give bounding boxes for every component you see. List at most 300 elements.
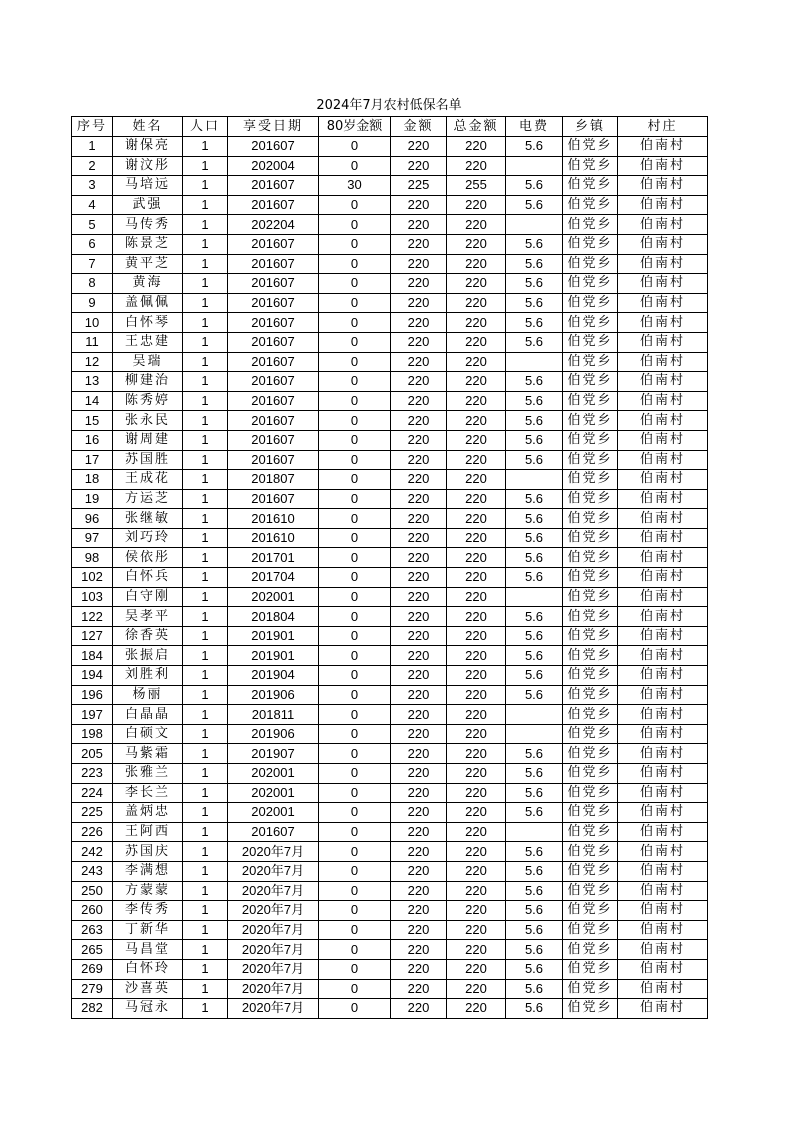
serial-cell: 184 <box>72 646 113 666</box>
amount-cell: 220 <box>391 587 447 607</box>
name-cell: 陈景芝 <box>113 234 183 254</box>
total-amount-cell: 220 <box>447 842 506 862</box>
table-row <box>72 881 708 901</box>
village-cell: 伯南村 <box>618 685 708 705</box>
total-amount-cell: 220 <box>447 705 506 725</box>
township-cell: 伯党乡 <box>563 587 618 607</box>
serial-cell: 205 <box>72 744 113 764</box>
household-size-cell: 1 <box>183 940 228 960</box>
name-cell: 李长兰 <box>113 783 183 803</box>
electricity-fee-cell: 5.6 <box>506 959 563 979</box>
household-size-cell: 1 <box>183 254 228 274</box>
amount-cell: 220 <box>391 724 447 744</box>
village-cell: 伯南村 <box>618 254 708 274</box>
start-date-cell: 201607 <box>228 411 319 431</box>
table-row <box>72 313 708 333</box>
start-date-cell: 201607 <box>228 352 319 372</box>
name-cell: 王成花 <box>113 470 183 490</box>
age80-amount-cell: 0 <box>319 920 391 940</box>
total-amount-cell: 220 <box>447 137 506 157</box>
village-cell: 伯南村 <box>618 450 708 470</box>
table-row <box>72 411 708 431</box>
name-cell: 丁新华 <box>113 920 183 940</box>
name-cell: 谢汶彤 <box>113 156 183 176</box>
total-amount-cell: 220 <box>447 881 506 901</box>
total-amount-cell: 220 <box>447 293 506 313</box>
age80-amount-cell: 0 <box>319 450 391 470</box>
column-header-household-size: 人口 <box>183 117 228 137</box>
amount-cell: 220 <box>391 411 447 431</box>
serial-cell: 97 <box>72 528 113 548</box>
age80-amount-cell: 0 <box>319 137 391 157</box>
electricity-fee-cell: 5.6 <box>506 313 563 333</box>
electricity-fee-cell <box>506 724 563 744</box>
township-cell: 伯党乡 <box>563 744 618 764</box>
serial-cell: 12 <box>72 352 113 372</box>
name-cell: 张振启 <box>113 646 183 666</box>
start-date-cell: 201607 <box>228 176 319 196</box>
household-size-cell: 1 <box>183 137 228 157</box>
township-cell: 伯党乡 <box>563 920 618 940</box>
age80-amount-cell: 0 <box>319 274 391 294</box>
serial-cell: 243 <box>72 861 113 881</box>
amount-cell: 220 <box>391 352 447 372</box>
table-row <box>72 685 708 705</box>
total-amount-cell: 220 <box>447 666 506 686</box>
table-row <box>72 783 708 803</box>
household-size-cell: 1 <box>183 548 228 568</box>
serial-cell: 226 <box>72 822 113 842</box>
age80-amount-cell: 0 <box>319 999 391 1019</box>
amount-cell: 220 <box>391 450 447 470</box>
serial-cell: 223 <box>72 764 113 784</box>
electricity-fee-cell: 5.6 <box>506 685 563 705</box>
age80-amount-cell: 0 <box>319 822 391 842</box>
township-cell: 伯党乡 <box>563 783 618 803</box>
electricity-fee-cell <box>506 215 563 235</box>
serial-cell: 11 <box>72 332 113 352</box>
village-cell: 伯南村 <box>618 607 708 627</box>
table-row <box>72 234 708 254</box>
start-date-cell: 201607 <box>228 195 319 215</box>
amount-cell: 220 <box>391 548 447 568</box>
serial-cell: 103 <box>72 587 113 607</box>
township-cell: 伯党乡 <box>563 509 618 529</box>
village-cell: 伯南村 <box>618 274 708 294</box>
township-cell: 伯党乡 <box>563 254 618 274</box>
age80-amount-cell: 0 <box>319 293 391 313</box>
start-date-cell: 201804 <box>228 607 319 627</box>
start-date-cell: 201811 <box>228 705 319 725</box>
table-row <box>72 842 708 862</box>
serial-cell: 127 <box>72 626 113 646</box>
name-cell: 谢保亮 <box>113 137 183 157</box>
age80-amount-cell: 0 <box>319 254 391 274</box>
age80-amount-cell: 0 <box>319 803 391 823</box>
electricity-fee-cell <box>506 156 563 176</box>
age80-amount-cell: 0 <box>319 470 391 490</box>
amount-cell: 220 <box>391 940 447 960</box>
village-cell: 伯南村 <box>618 548 708 568</box>
total-amount-cell: 255 <box>447 176 506 196</box>
age80-amount-cell: 0 <box>319 626 391 646</box>
serial-cell: 198 <box>72 724 113 744</box>
age80-amount-cell: 0 <box>319 411 391 431</box>
household-size-cell: 1 <box>183 411 228 431</box>
total-amount-cell: 220 <box>447 940 506 960</box>
total-amount-cell: 220 <box>447 959 506 979</box>
start-date-cell: 201607 <box>228 137 319 157</box>
electricity-fee-cell: 5.6 <box>506 489 563 509</box>
age80-amount-cell: 0 <box>319 215 391 235</box>
table-row <box>72 901 708 921</box>
amount-cell: 220 <box>391 313 447 333</box>
amount-cell: 220 <box>391 234 447 254</box>
amount-cell: 220 <box>391 861 447 881</box>
township-cell: 伯党乡 <box>563 959 618 979</box>
amount-cell: 220 <box>391 842 447 862</box>
age80-amount-cell: 0 <box>319 313 391 333</box>
amount-cell: 220 <box>391 979 447 999</box>
total-amount-cell: 220 <box>447 548 506 568</box>
age80-amount-cell: 0 <box>319 940 391 960</box>
amount-cell: 220 <box>391 744 447 764</box>
table-row <box>72 724 708 744</box>
column-header-start-date: 享受日期 <box>228 117 319 137</box>
serial-cell: 269 <box>72 959 113 979</box>
total-amount-cell: 220 <box>447 430 506 450</box>
age80-amount-cell: 0 <box>319 861 391 881</box>
start-date-cell: 201607 <box>228 372 319 392</box>
start-date-cell: 201607 <box>228 489 319 509</box>
township-cell: 伯党乡 <box>563 293 618 313</box>
total-amount-cell: 220 <box>447 803 506 823</box>
household-size-cell: 1 <box>183 626 228 646</box>
table-row <box>72 470 708 490</box>
township-cell: 伯党乡 <box>563 979 618 999</box>
table-row <box>72 568 708 588</box>
age80-amount-cell: 0 <box>319 724 391 744</box>
age80-amount-cell: 0 <box>319 744 391 764</box>
total-amount-cell: 220 <box>447 587 506 607</box>
amount-cell: 220 <box>391 509 447 529</box>
amount-cell: 220 <box>391 783 447 803</box>
age80-amount-cell: 30 <box>319 176 391 196</box>
electricity-fee-cell: 5.6 <box>506 372 563 392</box>
village-cell: 伯南村 <box>618 430 708 450</box>
village-cell: 伯南村 <box>618 979 708 999</box>
household-size-cell: 1 <box>183 274 228 294</box>
household-size-cell: 1 <box>183 822 228 842</box>
village-cell: 伯南村 <box>618 959 708 979</box>
start-date-cell: 201901 <box>228 626 319 646</box>
age80-amount-cell: 0 <box>319 352 391 372</box>
township-cell: 伯党乡 <box>563 372 618 392</box>
serial-cell: 6 <box>72 234 113 254</box>
township-cell: 伯党乡 <box>563 274 618 294</box>
township-cell: 伯党乡 <box>563 705 618 725</box>
electricity-fee-cell: 5.6 <box>506 568 563 588</box>
name-cell: 苏国庆 <box>113 842 183 862</box>
total-amount-cell: 220 <box>447 450 506 470</box>
village-cell: 伯南村 <box>618 842 708 862</box>
total-amount-cell: 220 <box>447 822 506 842</box>
household-size-cell: 1 <box>183 744 228 764</box>
column-header-age80-amount: 80岁金额 <box>319 117 391 137</box>
township-cell: 伯党乡 <box>563 940 618 960</box>
serial-cell: 282 <box>72 999 113 1019</box>
name-cell: 白硕文 <box>113 724 183 744</box>
township-cell: 伯党乡 <box>563 568 618 588</box>
name-cell: 吴孝平 <box>113 607 183 627</box>
start-date-cell: 2020年7月 <box>228 842 319 862</box>
name-cell: 王阿西 <box>113 822 183 842</box>
serial-cell: 2 <box>72 156 113 176</box>
village-cell: 伯南村 <box>618 646 708 666</box>
amount-cell: 220 <box>391 626 447 646</box>
start-date-cell: 201906 <box>228 724 319 744</box>
township-cell: 伯党乡 <box>563 411 618 431</box>
township-cell: 伯党乡 <box>563 999 618 1019</box>
table-row <box>72 940 708 960</box>
village-cell: 伯南村 <box>618 313 708 333</box>
township-cell: 伯党乡 <box>563 548 618 568</box>
age80-amount-cell: 0 <box>319 607 391 627</box>
household-size-cell: 1 <box>183 842 228 862</box>
amount-cell: 220 <box>391 254 447 274</box>
name-cell: 马传秀 <box>113 215 183 235</box>
serial-cell: 265 <box>72 940 113 960</box>
township-cell: 伯党乡 <box>563 901 618 921</box>
start-date-cell: 202001 <box>228 764 319 784</box>
table-row <box>72 489 708 509</box>
total-amount-cell: 220 <box>447 234 506 254</box>
household-size-cell: 1 <box>183 959 228 979</box>
name-cell: 白晶晶 <box>113 705 183 725</box>
serial-cell: 15 <box>72 411 113 431</box>
table-row <box>72 372 708 392</box>
table-row <box>72 607 708 627</box>
name-cell: 马培远 <box>113 176 183 196</box>
electricity-fee-cell: 5.6 <box>506 764 563 784</box>
start-date-cell: 201610 <box>228 509 319 529</box>
village-cell: 伯南村 <box>618 587 708 607</box>
household-size-cell: 1 <box>183 293 228 313</box>
household-size-cell: 1 <box>183 332 228 352</box>
table-body <box>72 137 708 1019</box>
table-row <box>72 764 708 784</box>
age80-amount-cell: 0 <box>319 568 391 588</box>
electricity-fee-cell: 5.6 <box>506 391 563 411</box>
table-row <box>72 528 708 548</box>
name-cell: 张继敏 <box>113 509 183 529</box>
start-date-cell: 202204 <box>228 215 319 235</box>
name-cell: 黄海 <box>113 274 183 294</box>
village-cell: 伯南村 <box>618 372 708 392</box>
age80-amount-cell: 0 <box>319 646 391 666</box>
electricity-fee-cell: 5.6 <box>506 548 563 568</box>
start-date-cell: 201704 <box>228 568 319 588</box>
age80-amount-cell: 0 <box>319 901 391 921</box>
table-row <box>72 332 708 352</box>
village-cell: 伯南村 <box>618 352 708 372</box>
total-amount-cell: 220 <box>447 372 506 392</box>
serial-cell: 10 <box>72 313 113 333</box>
serial-cell: 224 <box>72 783 113 803</box>
serial-cell: 14 <box>72 391 113 411</box>
serial-cell: 8 <box>72 274 113 294</box>
serial-cell: 3 <box>72 176 113 196</box>
start-date-cell: 201607 <box>228 332 319 352</box>
household-size-cell: 1 <box>183 470 228 490</box>
serial-cell: 225 <box>72 803 113 823</box>
township-cell: 伯党乡 <box>563 803 618 823</box>
township-cell: 伯党乡 <box>563 861 618 881</box>
household-size-cell: 1 <box>183 313 228 333</box>
amount-cell: 220 <box>391 137 447 157</box>
age80-amount-cell: 0 <box>319 842 391 862</box>
electricity-fee-cell: 5.6 <box>506 607 563 627</box>
table-row <box>72 215 708 235</box>
serial-cell: 250 <box>72 881 113 901</box>
household-size-cell: 1 <box>183 685 228 705</box>
age80-amount-cell: 0 <box>319 881 391 901</box>
village-cell: 伯南村 <box>618 528 708 548</box>
table-row <box>72 587 708 607</box>
table-row <box>72 626 708 646</box>
serial-cell: 98 <box>72 548 113 568</box>
total-amount-cell: 220 <box>447 489 506 509</box>
township-cell: 伯党乡 <box>563 764 618 784</box>
amount-cell: 225 <box>391 176 447 196</box>
name-cell: 苏国胜 <box>113 450 183 470</box>
age80-amount-cell: 0 <box>319 685 391 705</box>
serial-cell: 9 <box>72 293 113 313</box>
amount-cell: 220 <box>391 822 447 842</box>
age80-amount-cell: 0 <box>319 666 391 686</box>
electricity-fee-cell: 5.6 <box>506 666 563 686</box>
village-cell: 伯南村 <box>618 489 708 509</box>
total-amount-cell: 220 <box>447 156 506 176</box>
village-cell: 伯南村 <box>618 332 708 352</box>
total-amount-cell: 220 <box>447 509 506 529</box>
age80-amount-cell: 0 <box>319 783 391 803</box>
name-cell: 陈秀婷 <box>113 391 183 411</box>
serial-cell: 102 <box>72 568 113 588</box>
table-row <box>72 450 708 470</box>
column-header-township: 乡镇 <box>563 117 618 137</box>
electricity-fee-cell: 5.6 <box>506 176 563 196</box>
township-cell: 伯党乡 <box>563 234 618 254</box>
amount-cell: 220 <box>391 391 447 411</box>
name-cell: 吴瑞 <box>113 352 183 372</box>
serial-cell: 260 <box>72 901 113 921</box>
electricity-fee-cell: 5.6 <box>506 646 563 666</box>
start-date-cell: 201610 <box>228 528 319 548</box>
household-size-cell: 1 <box>183 920 228 940</box>
township-cell: 伯党乡 <box>563 881 618 901</box>
household-size-cell: 1 <box>183 724 228 744</box>
serial-cell: 13 <box>72 372 113 392</box>
total-amount-cell: 220 <box>447 764 506 784</box>
serial-cell: 16 <box>72 430 113 450</box>
household-size-cell: 1 <box>183 352 228 372</box>
name-cell: 盖佩佩 <box>113 293 183 313</box>
table-row <box>72 156 708 176</box>
table-row <box>72 822 708 842</box>
electricity-fee-cell: 5.6 <box>506 979 563 999</box>
village-cell: 伯南村 <box>618 391 708 411</box>
start-date-cell: 2020年7月 <box>228 959 319 979</box>
age80-amount-cell: 0 <box>319 156 391 176</box>
household-size-cell: 1 <box>183 215 228 235</box>
column-header-amount: 金额 <box>391 117 447 137</box>
start-date-cell: 201607 <box>228 313 319 333</box>
start-date-cell: 2020年7月 <box>228 999 319 1019</box>
name-cell: 李满想 <box>113 861 183 881</box>
age80-amount-cell: 0 <box>319 430 391 450</box>
serial-cell: 263 <box>72 920 113 940</box>
name-cell: 白怀玲 <box>113 959 183 979</box>
name-cell: 王忠建 <box>113 332 183 352</box>
township-cell: 伯党乡 <box>563 685 618 705</box>
township-cell: 伯党乡 <box>563 607 618 627</box>
total-amount-cell: 220 <box>447 783 506 803</box>
electricity-fee-cell: 5.6 <box>506 509 563 529</box>
electricity-fee-cell: 5.6 <box>506 195 563 215</box>
household-size-cell: 1 <box>183 195 228 215</box>
start-date-cell: 2020年7月 <box>228 881 319 901</box>
table-row <box>72 705 708 725</box>
start-date-cell: 201807 <box>228 470 319 490</box>
electricity-fee-cell: 5.6 <box>506 999 563 1019</box>
electricity-fee-cell: 5.6 <box>506 901 563 921</box>
start-date-cell: 202001 <box>228 587 319 607</box>
start-date-cell: 202001 <box>228 783 319 803</box>
village-cell: 伯南村 <box>618 470 708 490</box>
name-cell: 马冠永 <box>113 999 183 1019</box>
electricity-fee-cell: 5.6 <box>506 803 563 823</box>
age80-amount-cell: 0 <box>319 764 391 784</box>
serial-cell: 242 <box>72 842 113 862</box>
name-cell: 白怀兵 <box>113 568 183 588</box>
serial-cell: 17 <box>72 450 113 470</box>
township-cell: 伯党乡 <box>563 450 618 470</box>
total-amount-cell: 220 <box>447 470 506 490</box>
start-date-cell: 2020年7月 <box>228 979 319 999</box>
start-date-cell: 2020年7月 <box>228 920 319 940</box>
age80-amount-cell: 0 <box>319 528 391 548</box>
village-cell: 伯南村 <box>618 783 708 803</box>
amount-cell: 220 <box>391 881 447 901</box>
total-amount-cell: 220 <box>447 411 506 431</box>
township-cell: 伯党乡 <box>563 156 618 176</box>
table-row <box>72 352 708 372</box>
household-size-cell: 1 <box>183 156 228 176</box>
table-row <box>72 293 708 313</box>
table-row <box>72 803 708 823</box>
column-header-name: 姓名 <box>113 117 183 137</box>
village-cell: 伯南村 <box>618 509 708 529</box>
township-cell: 伯党乡 <box>563 176 618 196</box>
total-amount-cell: 220 <box>447 391 506 411</box>
total-amount-cell: 220 <box>447 352 506 372</box>
table-row <box>72 744 708 764</box>
township-cell: 伯党乡 <box>563 470 618 490</box>
column-header-electricity-fee: 电费 <box>506 117 563 137</box>
table-row <box>72 176 708 196</box>
start-date-cell: 201607 <box>228 254 319 274</box>
